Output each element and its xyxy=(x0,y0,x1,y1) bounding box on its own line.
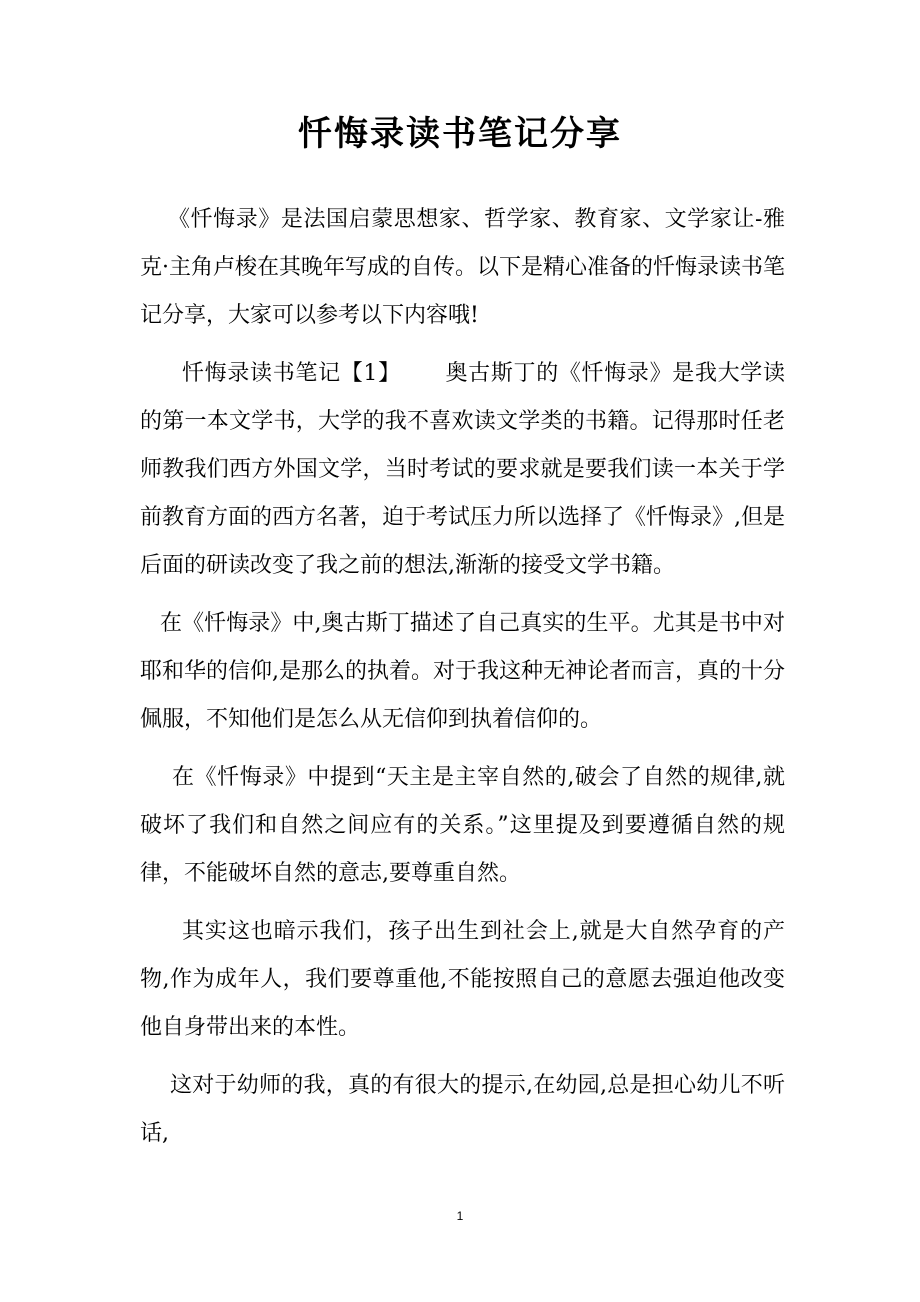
page-number: 1 xyxy=(456,1209,464,1223)
notes-paragraph-4: 其实这也暗示我们，孩子出生到社会上,就是大自然孕育的产物,作为成年人，我们要尊重他,不能按照自己的意愿去强迫他改变他自身带出来的本性。 xyxy=(140,919,785,1040)
notes-paragraph-2: 在《忏悔录》中,奥古斯丁描述了自己真实的生平。尤其是书中对耶和华的信仰,是那么的执着。对于我这种无神论者而言，真的十分佩服，不知他们是怎么从无信仰到执着信仰的。 xyxy=(140,611,785,732)
notes-paragraph-1-text: 奥古斯丁的《忏悔录》是我大学读的第一本文学书，大学的我不喜欢读文学类的书籍。记得那时任老师教我们西方外国文学，当时考试的要求就是要我们读一本关于学前教育方面的西方名著，迫于考试压力所以选择了《忏悔录》,但是后面的研读改变了我之前的想法,渐渐的接受文学书籍。 xyxy=(140,361,785,578)
notes-paragraph-3: 在《忏悔录》中提到“天主是主宰自然的,破会了自然的规律,就破坏了我们和自然之间应有的关系。”这里提及到要遵循自然的规律，不能破坏自然的意志,要尊重自然。 xyxy=(140,765,785,886)
notes-paragraph-5: 这对于幼师的我，真的有很大的提示,在幼园,总是担心幼儿不听话, xyxy=(140,1073,785,1146)
document-body xyxy=(140,196,785,1168)
intro-paragraph: 《忏悔录》是法国启蒙思想家、哲学家、教育家、文学家让-雅克·主角卢梭在其晚年写成的自传。以下是精心准备的忏悔录读书笔记分享，大家可以参考以下内容哦! xyxy=(140,207,785,328)
section-heading: 忏悔录读书笔记【1】 xyxy=(182,361,401,386)
notes-paragraph-1 xyxy=(140,350,785,590)
document-title: 忏悔录读书笔记分享 xyxy=(298,114,622,154)
